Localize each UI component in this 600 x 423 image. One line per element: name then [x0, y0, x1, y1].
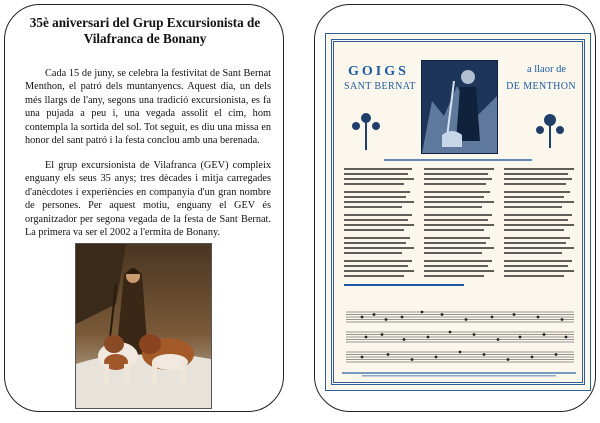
- goigs-subtitle: SANT BERNAT: [344, 81, 416, 92]
- article-paragraph-2: El grup excursionista de Vilafranca (GEV) compleix enguany els seus 35 anys; tres dècades i mitja carregades d'anècdotes i experiències en companyia d'un gran nombre de persones. Per aquest motiu, enguany el GEV és organitzador per segona vegada de la festa de Sant Bernat. La primera va ser el 2002 a l'ermita de Bonany.: [25, 160, 271, 239]
- poster-footer: [342, 370, 576, 378]
- article-title: 35è aniversari del Grup Excursionista de Vilafranca de Bonany: [29, 15, 261, 46]
- music-score: [342, 306, 578, 372]
- painting-illustration: [76, 244, 211, 408]
- saint-bernard-dogs-painting: [75, 243, 212, 409]
- edelweiss-right-icon: [530, 106, 570, 152]
- left-panel: [4, 4, 284, 412]
- poster-dedication-line: [326, 158, 590, 163]
- dedication-text-line: [340, 158, 576, 162]
- goigs-right-line1: a llaor de: [526, 64, 566, 75]
- right-panel: [314, 4, 596, 412]
- goigs-right-line2: DE MENTHON: [506, 81, 576, 92]
- saint-bernat-woodcut: [421, 60, 498, 154]
- edelweiss-left-icon: [346, 104, 386, 152]
- goigs-poster: [325, 33, 591, 391]
- woodcut-illustration: [422, 61, 497, 153]
- goigs-title: GOIGS: [348, 64, 409, 79]
- goigs-verses: [342, 166, 578, 291]
- article-paragraph-1: Cada 15 de juny, se celebra la festivitat de Sant Bernat Menthon, el patró dels muntanyencs. Aquest dia, un dels més llargs de l'any, segons una tradició excursionista, es fa una pujada a peu i, una vegada assolit el cim, hom contempla la sortida del sol. Tot seguit, es diu una missa en honor del sant patró i la festa conclou amb una berenada.: [25, 68, 271, 147]
